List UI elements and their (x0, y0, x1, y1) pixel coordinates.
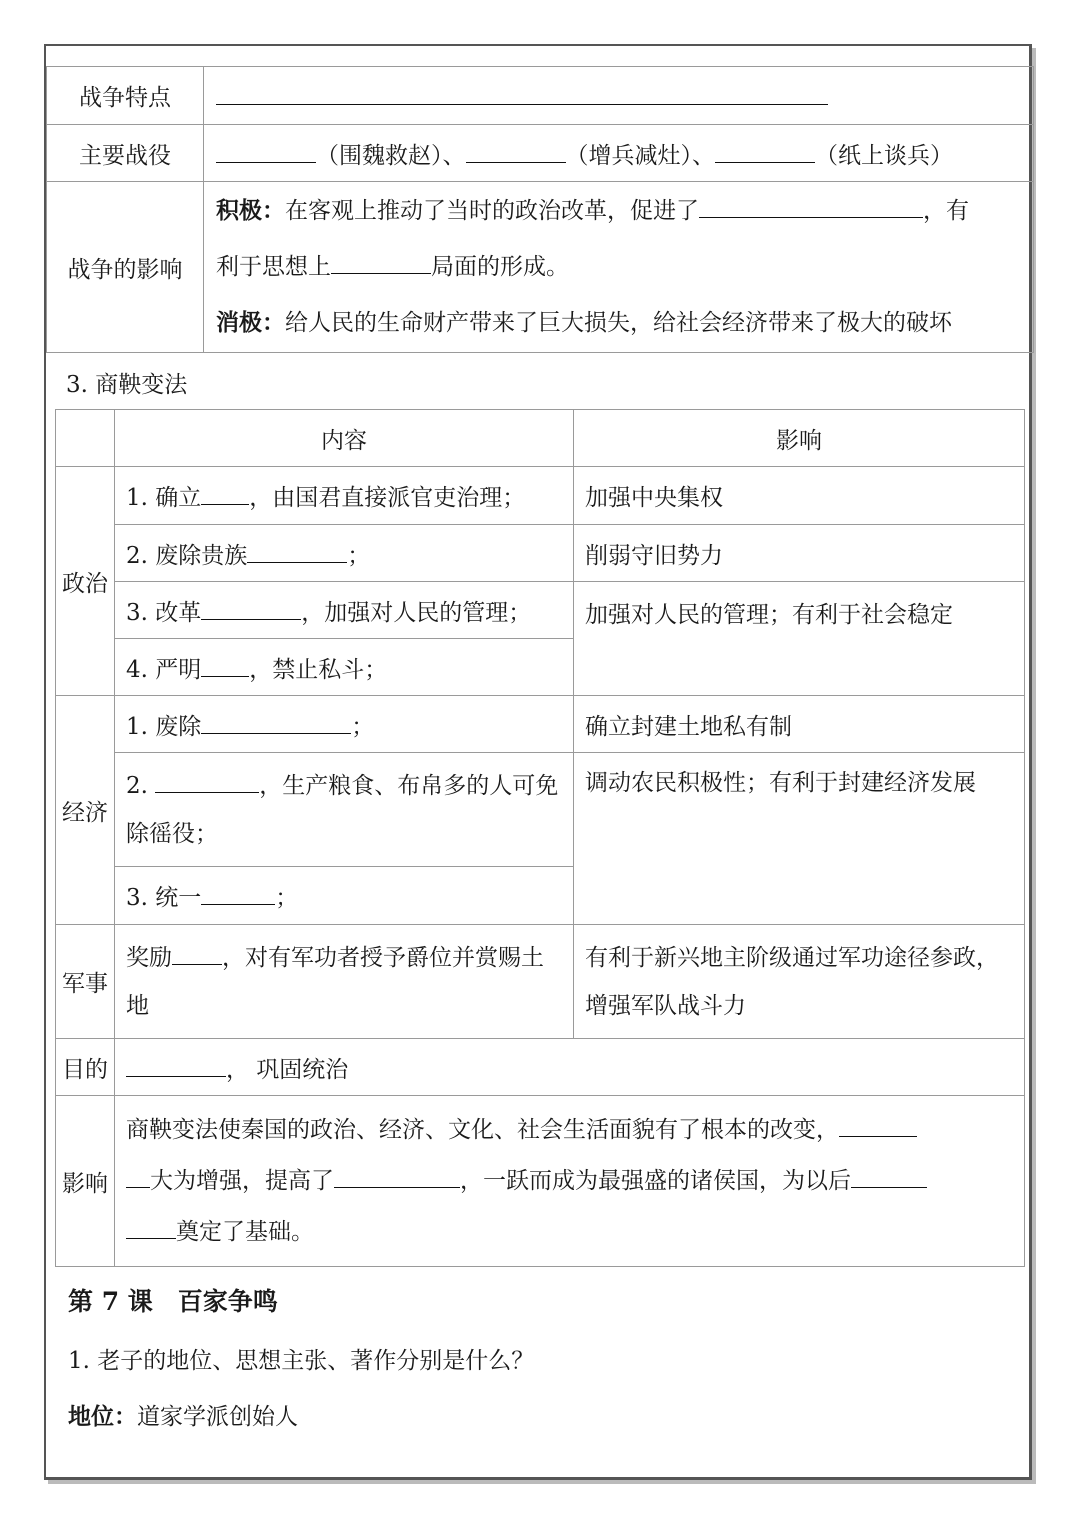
fill-blank[interactable] (126, 1162, 150, 1187)
influence-label: 影响 (56, 1096, 115, 1267)
influence-text: 商鞅变法使秦国的政治、经济、文化、社会生活面貌有了根本的改变， (126, 1116, 839, 1143)
politics-item (115, 525, 574, 582)
politics-item (115, 582, 574, 639)
table-row (56, 925, 1025, 1039)
answer-line (68, 1398, 298, 1431)
purpose-content (115, 1039, 1025, 1096)
item-text: ； (347, 542, 371, 569)
item-text: ，生产粮食、布帛多的人可免除徭役； (126, 772, 559, 847)
fill-blank[interactable] (126, 1213, 176, 1238)
reform-table (55, 409, 1025, 1267)
fill-blank[interactable] (699, 193, 923, 218)
economy-item (115, 753, 574, 867)
positive-text: 在客观上推动了当时的政治改革，促进了 (285, 198, 699, 224)
fill-blank[interactable] (216, 80, 828, 105)
impact-label: 战争的影响 (47, 182, 204, 353)
influence-text: ，一跃而成为最强盛的诸侯国，为以后 (460, 1167, 851, 1194)
fill-blank[interactable] (201, 708, 351, 733)
fill-blank[interactable] (247, 537, 347, 562)
military-impact: 有利于新兴地主阶级通过军功途径参政，增强军队战斗力 (574, 925, 1025, 1039)
military-content (115, 925, 574, 1039)
battle-3: （纸上谈兵） (815, 142, 953, 169)
battle-1: （围魏救赵）、 (316, 142, 466, 169)
battles-label: 主要战役 (47, 125, 204, 182)
economy-item (115, 696, 574, 753)
fill-blank[interactable] (216, 137, 316, 162)
fill-blank[interactable] (201, 651, 249, 676)
fill-blank[interactable] (126, 1051, 226, 1076)
positive-label: 积极： (216, 197, 285, 224)
politics-item (115, 639, 574, 696)
item-text: ，对有军功者授予爵位并赏赐土地 (126, 944, 544, 1019)
politics-impact: 加强对人民的管理；有利于社会稳定 (574, 582, 1025, 696)
item-text: ，禁止私斗； (249, 656, 388, 683)
fill-blank[interactable] (201, 594, 301, 619)
positive-text: 局面的形成。 (431, 254, 569, 280)
fill-blank[interactable] (466, 137, 566, 162)
item-text: ，由国君直接派官吏治理； (249, 485, 526, 511)
section-title: 3. 商鞅变法 (66, 372, 188, 398)
fill-blank[interactable] (201, 480, 249, 505)
table-row (47, 125, 1034, 182)
item-text: ，加强对人民的管理； (301, 599, 532, 626)
position-text: 道家学派创始人 (137, 1404, 298, 1430)
fill-blank[interactable] (839, 1111, 917, 1136)
fill-blank[interactable] (201, 880, 275, 905)
header-empty (56, 410, 115, 467)
economy-item (115, 867, 574, 925)
positive-text: 利于思想上 (216, 254, 331, 280)
table-row (56, 410, 1025, 467)
table-row (56, 1096, 1025, 1267)
item-text: 2. (126, 772, 156, 799)
fill-blank[interactable] (715, 137, 815, 162)
influence-text: 大为增强，提高了 (150, 1167, 334, 1194)
positive-line (216, 239, 1021, 295)
battles-cell (204, 125, 1034, 182)
negative-label: 消极： (216, 309, 285, 336)
page-shadow (48, 1480, 1036, 1484)
negative-text: 给人民的生命财产带来了巨大损失，给社会经济带来了极大的破坏 (285, 310, 952, 336)
fill-blank[interactable] (155, 767, 259, 792)
fill-blank[interactable] (851, 1162, 927, 1187)
item-text: 3. 改革 (126, 599, 202, 626)
politics-item (115, 467, 574, 525)
features-label: 战争特点 (47, 67, 204, 125)
politics-impact: 削弱守旧势力 (574, 525, 1025, 582)
item-text: 奖励 (126, 944, 172, 971)
economy-impact: 确立封建土地私有制 (574, 696, 1025, 753)
table-row (56, 753, 1025, 867)
impact-cell (204, 182, 1034, 353)
politics-impact: 加强中央集权 (574, 467, 1025, 525)
battle-2: （增兵减灶）、 (565, 142, 715, 169)
fill-blank[interactable] (331, 249, 431, 274)
table-row (56, 1039, 1025, 1096)
positive-line (216, 183, 1021, 239)
purpose-text: ， 巩固统治 (226, 1056, 349, 1083)
economy-impact: 调动农民积极性；有利于封建经济发展 (574, 753, 1025, 925)
header-impact: 影响 (574, 410, 1025, 467)
item-text: ； (351, 713, 375, 740)
item-text: 4. 严明 (126, 656, 202, 683)
positive-text: ，有 (923, 198, 969, 224)
lesson-title: 第 7 课 百家争鸣 (68, 1287, 278, 1316)
fill-blank[interactable] (334, 1162, 460, 1187)
item-text: 2. 废除贵族 (126, 542, 248, 569)
military-label: 军事 (56, 925, 115, 1039)
war-table (46, 66, 1034, 353)
economy-label: 经济 (56, 696, 115, 925)
position-label: 地位： (68, 1403, 137, 1430)
table-row (56, 525, 1025, 582)
item-text: 1. 确立 (126, 485, 202, 511)
table-row (56, 582, 1025, 639)
purpose-label: 目的 (56, 1039, 115, 1096)
politics-label: 政治 (56, 467, 115, 696)
influence-text: 奠定了基础。 (176, 1218, 314, 1245)
table-row (47, 67, 1034, 125)
item-text: 1. 废除 (126, 713, 202, 740)
table-row (47, 182, 1034, 353)
header-content: 内容 (115, 410, 574, 467)
influence-content (115, 1096, 1025, 1267)
item-text: 3. 统一 (126, 885, 202, 911)
features-cell (204, 67, 1034, 125)
negative-line (216, 295, 1021, 351)
table-row (56, 696, 1025, 753)
table-row (56, 467, 1025, 525)
item-text: ； (275, 885, 299, 911)
question: 1. 老子的地位、思想主张、著作分别是什么？ (68, 1348, 535, 1374)
fill-blank[interactable] (172, 939, 222, 964)
